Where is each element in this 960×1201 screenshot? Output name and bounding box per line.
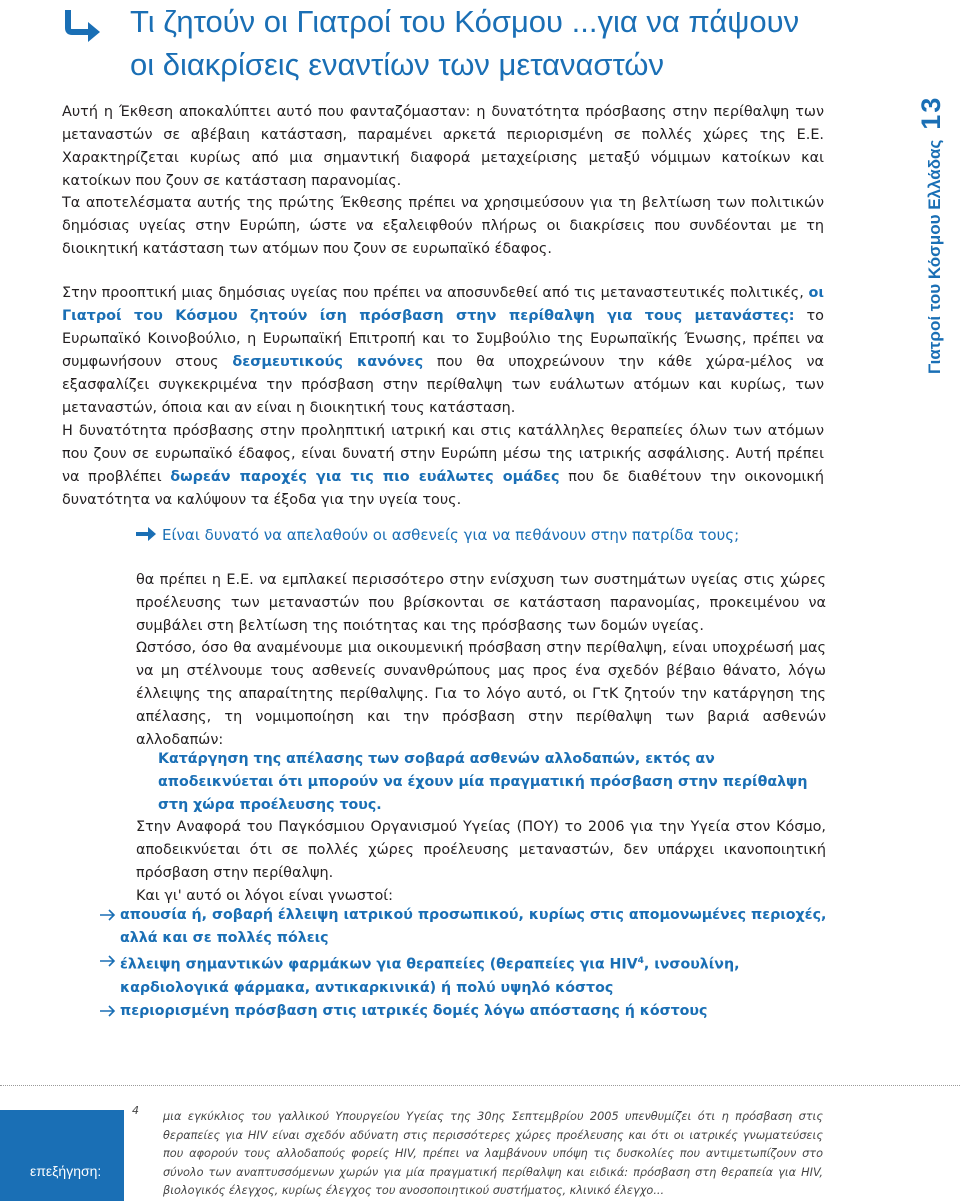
footnote-number: 4	[132, 1104, 139, 1117]
eu-paragraph: θα πρέπει η Ε.Ε. να εμπλακεί περισσότερο στην ενίσχυση των συστημάτων υγείας στις χώρες προέλευσης των μεταναστών που βρίσκονται σε κατάσταση παρανομίας, προκειμένου να συμβάλει στη βελτίωση της ποιότητας και της πρόσβασης των δομών υγείας.	[136, 572, 826, 634]
subheading-text: Είναι δυνατό να απελαθούν οι ασθενείς για να πεθάνουν στην πατρίδα τους;	[162, 526, 740, 544]
obligation-paragraph: Ωστόσο, όσο θα αναμένουμε μια οικουμενική πρόσβαση στην περίθαλψη, είναι υποχρέωσή μας να μη στέλνουμε τους ασθενείς συνανθρώπους μας προς ένα σχεδόν βέβαιο θάνατο, λόγω έλλειψης της απαραίτητης περίθαλψης. Για το λόγο αυτό, οι ΓτΚ ζητούν την κατάργηση της απέλασης, τη νομιμοποίηση και την πρόσβαση στην περίθαλψη των βαριά ασθενών αλλοδαπών:	[136, 640, 826, 748]
footnote-text: μια εγκύκλιος του γαλλικού Υπουργείου Υγείας της 30ης Σεπτεμβρίου 2005 υπενθυμίζει ότι η πρόσβαση στις θεραπείες για HIV είναι σχεδόν αδύνατη στις περισσότερες χώρες προέλευσης και ότι οι ιατρικές γνωματεύσεις που αφορούν τους αλλοδαπούς φορείς HIV, πρέπει να λαμβάνουν υπόψη τις δυσκολίες που αντιμετωπίζουν στο σύνολο των αναπτυσσόμενων χωρών για μία πραγματική περίθαλψη και ειδικά: πρόσβαση στη θεραπεία για HIV, βιολογικός έλεγχος, κυρίως έλεγχος του ανοσοποιητικού συστήματος, κλινικό έλεγχο...	[163, 1110, 823, 1197]
who-paragraph: Στην Αναφορά του Παγκόσμιου Οργανισμού Υγείας (ΠΟΥ) το 2006 για την Υγεία στον Κόσμο, αποδεικνύεται ότι σε πολλές χώρες προέλευσης μεταναστών, δεν υπάρχει ικανοποιητική πρόσβαση στην περίθαλψη. Και γι' αυτό οι λόγοι είναι γνωστοί:	[136, 819, 826, 904]
list-item: έλλειψη σημαντικών φαρμάκων για θεραπείες (θεραπείες για HIV$^4$, ινσουλίνη, καρδιολογικά φάρμακα, αντικαρκινικά) ή πολύ υψηλό κόστος	[100, 950, 830, 1000]
binding-rules: δεσμευτικούς κανόνες	[232, 354, 424, 370]
list-item: περιορισμένη πρόσβαση στις ιατρικές δομές λόγω απόστασης ή κόστους	[100, 1000, 830, 1023]
side-label-text: Γιατροί του Κόσμου Ελλάδας	[925, 139, 944, 374]
list-item: απουσία ή, σοβαρή έλλειψη ιατρικού προσωπικού, κυρίως στις απομονωμένες περιοχές, αλλά και σε πολλές πόλεις	[100, 904, 830, 950]
side-label	[910, 96, 950, 376]
right-arrow-icon	[136, 527, 156, 541]
right-arrow-icon	[100, 909, 116, 921]
right-arrow-icon	[100, 1005, 116, 1017]
intro-paragraph: Αυτή η Έκθεση αποκαλύπτει αυτό που φανταζόμασταν: η δυνατότητα πρόσβασης στην περίθαλψη των μεταναστών σε αβέβαιη κατάσταση, παραμένει αρκετά περιορισμένη σε πολλές χώρες της Ε.Ε. Χαρακτηρίζεται κυρίως από μια σημαντική διαφορά μεταχείρισης μεταξύ νόμιμων κατοίκων και κατοίκων που ζουν σε κατάσταση παρανομίας.	[62, 104, 824, 189]
results-paragraph: Τα αποτελέσματα αυτής της πρώτης Έκθεσης πρέπει να χρησιμεύσουν για τη βελτίωση των πολιτικών δημόσιας υγείας στην Ευρώπη, ώστε να εξαλειφθούν πλήρως οι διακρίσεις που συνδέονται με τη διοικητική κατάσταση των ατόμων που ζουν σε ευρωπαϊκό έδαφος.	[62, 195, 824, 257]
equal-access-demand: οι Γιατροί του Κόσμου ζητούν ίση πρόσβαση στην περίθαλψη για τους μετανάστες:	[62, 285, 824, 324]
curved-arrow-icon	[62, 6, 106, 46]
page-number: 13	[916, 95, 946, 130]
divider	[0, 1085, 960, 1086]
reasons-list	[100, 904, 830, 1023]
free-benefits: δωρεάν παροχές για τις πιο ευάλωτες ομάδες	[170, 469, 560, 485]
right-arrow-icon	[100, 955, 116, 967]
emphasis-statement: Κατάργηση της απέλασης των σοβαρά ασθενών αλλοδαπών, εκτός αν αποδεικνύεται ότι μπορούν να έχουν μία πραγματική πρόσβαση στην περίθαλψη στη χώρα προέλευσης τους.	[158, 751, 808, 813]
public-health-paragraph: Στην προοπτική μιας δημόσιας υγείας που πρέπει να αποσυνδεθεί από τις μεταναστευτικές πολιτικές, οι Γιατροί του Κόσμου ζητούν ίση πρόσβαση στην περίθαλψη για τους μετανάστες: το Ευρωπαϊκό Κοινοβούλιο, η Ευρωπαϊκή Επιτροπή και το Συμβούλιο της Ευρωπαϊκής Ένωσης, πρέπει να συμφωνήσουν στους δεσμευτικούς κανόνες που θα υποχρεώνουν την κάθε χώρα-μέλος να εξασφαλίζει συγκεκριμένα την πρόσβαση στην περίθαλψη των ευάλωτων ατόμων και κυρίως, των μεταναστών, όποια και αν είναι η διοικητική τους κατάσταση. Η δυνατότητα πρόσβασης στην προληπτική ιατρική και στις κατάλληλες θεραπείες όλων των ατόμων που ζουν σε ευρωπαϊκό έδαφος, είναι δυνατή στην Ευρώπη μέσω της ιατρικής ασφάλισης. Αυτή πρέπει να προβλέπει δωρεάν παροχές για τις πιο ευάλωτες ομάδες που δε διαθέτουν την οικονομική δυνατότητα να καλύψουν τα έξοδα για την υγεία τους.	[62, 285, 824, 508]
note-label: επεξήγηση:	[30, 1163, 102, 1179]
note-box	[0, 1110, 124, 1201]
section-subheading	[136, 524, 836, 546]
page-title: Τι ζητούν οι Γιατροί του Κόσμου ...για να πάψουν οι διακρίσεις εναντίων των μεταναστών	[130, 4, 800, 82]
footnote-ref: 4	[637, 956, 644, 966]
